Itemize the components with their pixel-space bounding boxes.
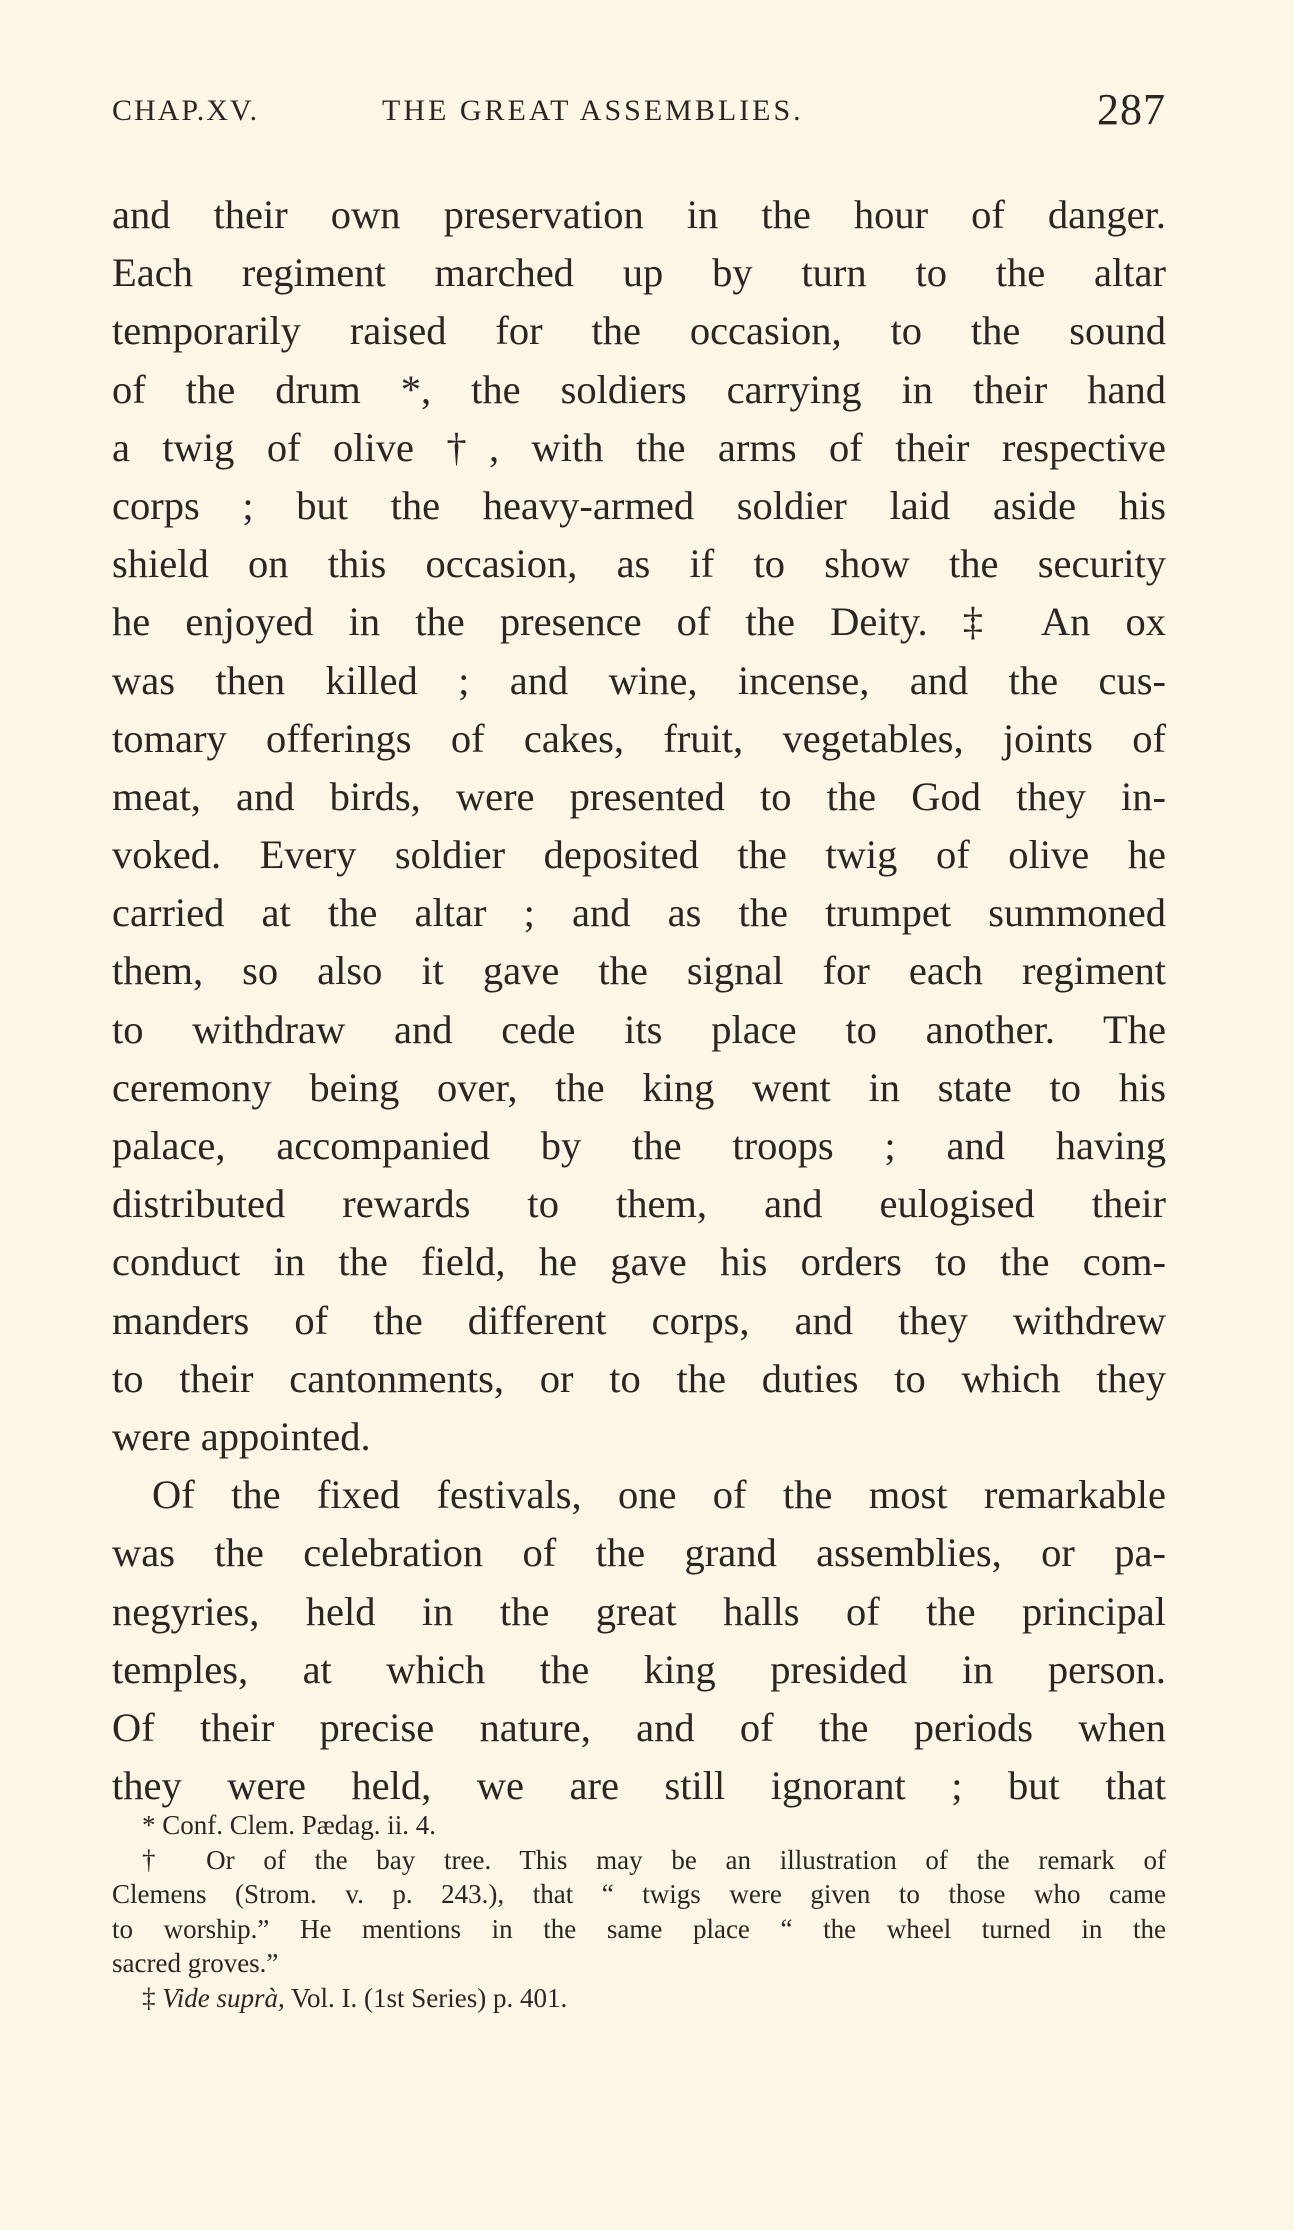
footnote-1: * Conf. Clem. Pædag. ii. 4.	[142, 1810, 437, 1840]
text-line: was the celebration of the grand assemblies, or pa-	[112, 1530, 1166, 1576]
body-text	[112, 186, 1166, 1815]
text-line: distributed rewards to them, and eulogised their	[112, 1181, 1166, 1227]
text-line: were appointed.	[112, 1413, 371, 1459]
text-line: tomary offerings of cakes, fruit, vegetables, joints of	[112, 715, 1166, 761]
paragraph-start-line: Of the fixed festivals, one of the most remarkable	[152, 1472, 1166, 1518]
text-line: to their cantonments, or to the duties to which they	[112, 1355, 1166, 1401]
footnote-2-line: † Or of the bay tree. This may be an illustration of the remark of	[142, 1844, 1166, 1875]
text-line: manders of the different corps, and they withdrew	[112, 1297, 1166, 1343]
running-head	[112, 85, 1166, 138]
text-line: carried at the altar ; and as the trumpet summoned	[112, 890, 1166, 936]
text-line: corps ; but the heavy-armed soldier laid aside his	[112, 482, 1166, 528]
text-line: was then killed ; and wine, incense, and the cus-	[112, 657, 1166, 703]
text-line: they were held, we are still ignorant ; but that	[112, 1763, 1166, 1809]
footnote-3	[112, 1981, 1166, 2016]
running-title: THE GREAT ASSEMBLIES.	[382, 94, 804, 127]
footnote-2-line: sacred groves.”	[112, 1948, 279, 1978]
text-line: Of their precise nature, and of the periods when	[112, 1704, 1166, 1750]
text-line: to withdraw and cede its place to another. The	[112, 1006, 1166, 1052]
text-line: negyries, held in the great halls of the principal	[112, 1588, 1166, 1634]
text-line: ceremony being over, the king went in state to his	[112, 1064, 1166, 1110]
text-line: he enjoyed in the presence of the Deity. ‡ An ox	[112, 599, 1166, 645]
chapter-label: CHAP.XV.	[112, 94, 260, 127]
footnotes	[112, 1808, 1166, 2015]
footnote-2-line: Clemens (Strom. v. p. 243.), that “ twigs were given to those who came	[112, 1879, 1166, 1909]
text-line: temples, at which the king presided in person.	[112, 1646, 1166, 1692]
text-line: and their own preservation in the hour of danger.	[112, 192, 1166, 237]
text-line: a twig of olive †, with the arms of their respective	[112, 424, 1166, 470]
footnote-3-marker: ‡	[142, 1982, 156, 2013]
footnote-2-line: to worship.” He mentions in the same place “ the wheel turned in the	[112, 1913, 1166, 1944]
footnote-3-rest: Vol. I. (1st Series) p. 401.	[291, 1982, 568, 2013]
text-line: voked. Every soldier deposited the twig of olive he	[112, 832, 1166, 878]
text-line: shield on this occasion, as if to show the security	[112, 541, 1166, 587]
text-line: conduct in the field, he gave his orders to the com-	[112, 1239, 1166, 1285]
text-line: of the drum *, the soldiers carrying in their hand	[112, 366, 1166, 412]
text-line: meat, and birds, were presented to the God they in-	[112, 773, 1166, 819]
text-line: temporarily raised for the occasion, to the sound	[112, 308, 1166, 354]
text-line: palace, accompanied by the troops ; and having	[112, 1123, 1166, 1168]
text-line: Each regiment marched up by turn to the altar	[112, 250, 1166, 296]
text-line: them, so also it gave the signal for each regiment	[112, 948, 1166, 994]
page-number: 287	[1097, 85, 1166, 134]
footnote-3-italic: Vide suprà,	[162, 1982, 285, 2013]
